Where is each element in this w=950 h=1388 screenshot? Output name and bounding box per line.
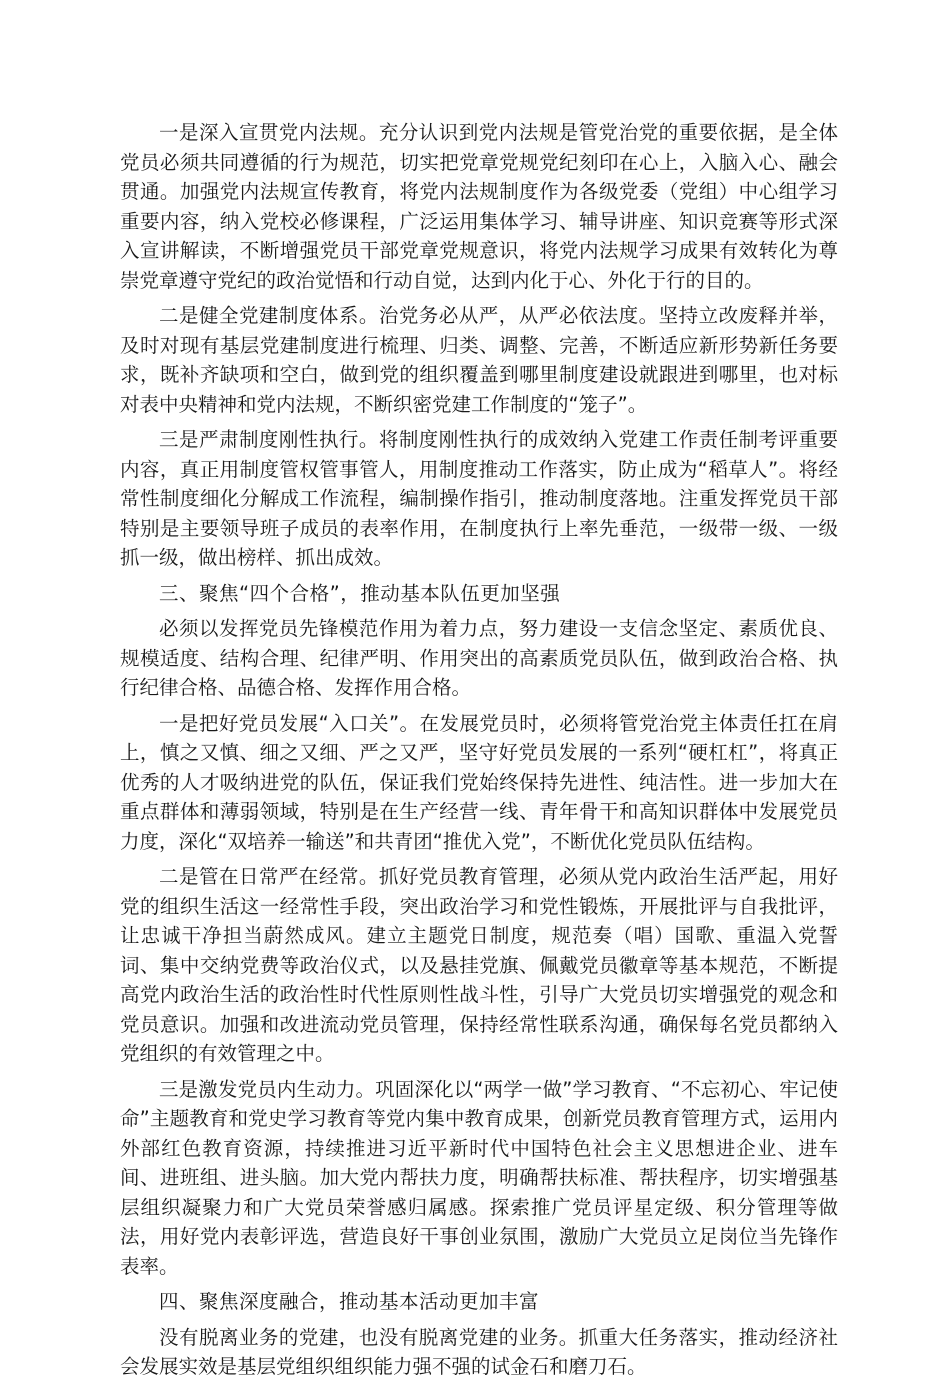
paragraph-enforce-rigidity: 三是严肃制度刚性执行。将制度刚性执行的成效纳入党建工作责任制考评重要内容，真正用制度管权管事管人，用制度推动工作落实，防止成为“稻草人”。将经常性制度细化分解成工作流程，编制操作指引，推动制度落地。注重发挥党员干部特别是主要领导班子成员的表率作用，在制度执行上率先垂范，一级带一级、一级抓一级，做出榜样、抓出成效。 [120,428,838,569]
section-heading-three: 三、聚焦“四个合格”，推动基本队伍更加坚强 [159,581,561,605]
document-body [120,118,838,1388]
paragraph-integration: 没有脱离业务的党建，也没有脱离党建的业务。抓重大任务落实，推动经济社会发展实效是基层党组织组织能力强不强的试金石和磨刀石。 [120,1325,838,1378]
paragraph-study-party-regulations: 一是深入宣贯党内法规。充分认识到党内法规是管党治党的重要依据，是全体党员必须共同遵循的行为规范，切实把党章党规党纪刻印在心上，入脑入心、融会贯通。加强党内法规宣传教育，将党内法规制度作为各级党委（党组）中心组学习重要内容，纳入党校必修课程，广泛运用集体学习、辅导讲座、知识竞赛等形式深入宣讲解读，不断增强党员干部党章党规意识，将党内法规学习成果有效转化为尊崇党章遵守党纪的政治觉悟和行动自觉，达到内化于心、外化于行的目的。 [120,121,838,292]
paragraph-vanguard-role: 必须以发挥党员先锋模范作用为着力点，努力建设一支信念坚定、素质优良、规模适度、结构合理、纪律严明、作用突出的高素质党员队伍，做到政治合格、执行纪律合格、品德合格、发挥作用合格。 [120,617,838,699]
paragraph-daily-management: 二是管在日常严在经常。抓好党员教育管理，必须从党内政治生活严起，用好党的组织生活这一经常性手段，突出政治学习和党性锻炼，开展批评与自我批评，让忠诚干净担当蔚然成风。建立主题党日制度，规范奏（唱）国歌、重温入党誓词、集中交纳党费等政治仪式，以及悬挂党旗、佩戴党员徽章等基本规范，不断提高党内政治生活的政治性时代性原则性战斗性，引导广大党员切实增强党的观念和党员意识。加强和改进流动党员管理，保持经常性联系沟通，确保每名党员都纳入党组织的有效管理之中。 [120,865,838,1065]
paragraph-improve-system: 二是健全党建制度体系。治党务必从严，从严必依法度。坚持立改废释并举，及时对现有基层党建制度进行梳理、归类、调整、完善，不断适应新形势新任务要求，既补齐缺项和空白，做到党的组织覆盖到哪里制度建设就跟进到哪里，也对标对表中央精神和党内法规，不断织密党建工作制度的“笼子”。 [120,304,838,416]
paragraph-recruitment-gate: 一是把好党员发展“入口关”。在发展党员时，必须将管党治党主体责任扛在肩上，慎之又慎、细之又细、严之又严，坚守好党员发展的一系列“硬杠杠”，将真正优秀的人才吸纳进党的队伍，保证我们党始终保持先进性、纯洁性。进一步加大在重点群体和薄弱领域，特别是在生产经营一线、青年骨干和高知识群体中发展党员力度，深化“双培养一输送”和共青团“推优入党”，不断优化党员队伍结构。 [120,711,838,853]
section-heading-four: 四、聚焦深度融合，推动基本活动更加丰富 [159,1290,540,1313]
paragraph-inner-motivation: 三是激发党员内生动力。巩固深化以“两学一做”学习教育、“不忘初心、牢记使命”主题教育和党史学习教育等党内集中教育成果，创新党员教育管理方式，运用内外部红色教育资源，持续推进习近平新时代中国特色社会主义思想进企业、进车间、进班组、进头脑。加大党内帮扶力度，明确帮扶标准、帮扶程序，切实增强基层组织凝聚力和广大党员荣誉感归属感。探索推广党员评星定级、积分管理等做法，用好党内表彰评选，营造良好干事创业氛围，激励广大党员立足岗位当先锋作表率。 [120,1077,838,1278]
